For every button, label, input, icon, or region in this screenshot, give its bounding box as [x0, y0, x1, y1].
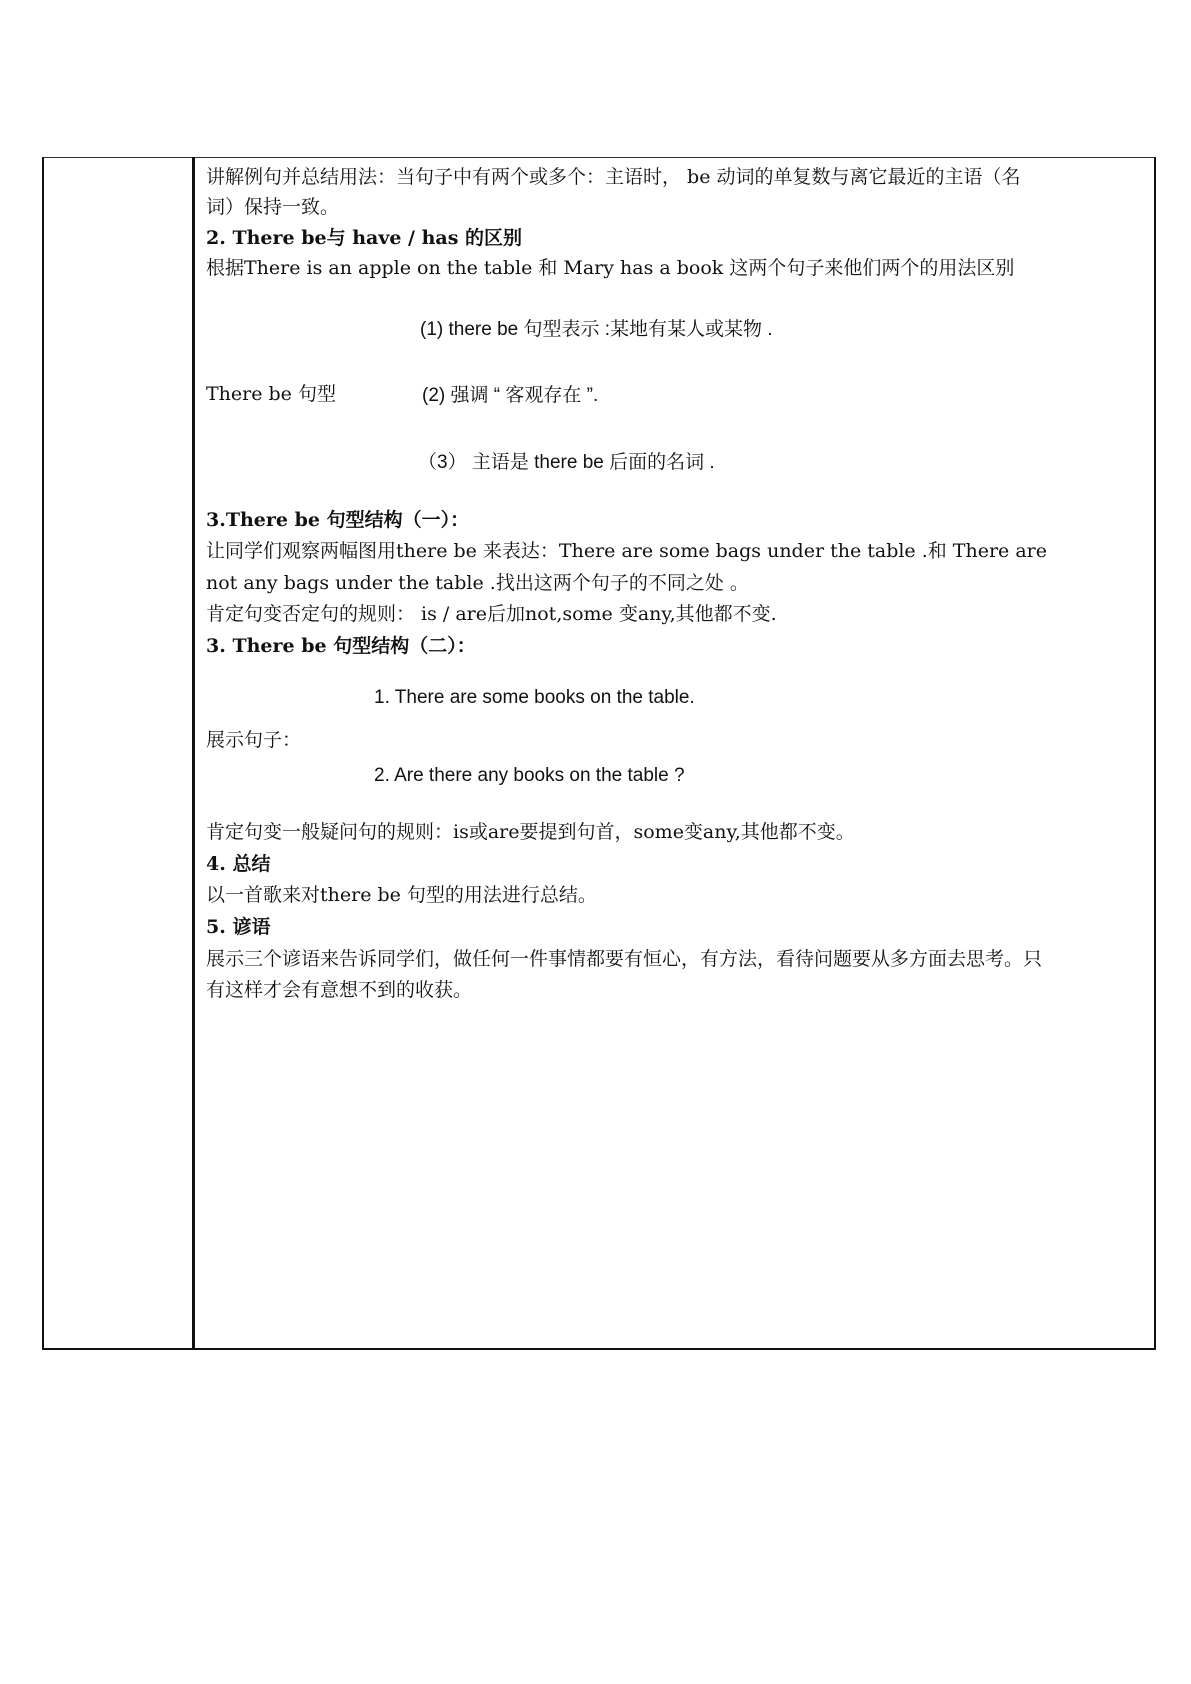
observe-line-2: not any bags under the table .找出这两个句子的不同之处 。	[206, 572, 749, 594]
table-column-divider	[192, 157, 195, 1350]
heading-summary: 4. 总结	[206, 853, 271, 875]
heading-there-be-vs-have: 2. There be与 have / has 的区别	[206, 227, 523, 249]
question-rule-line: 肯定句变一般疑问句的规则：is或are要提到句首，some变any,其他都不变。	[206, 821, 855, 843]
heading-structure-1: 3.There be 句型结构（一）：	[206, 509, 470, 531]
point-3: （3） 主语是 there be 后面的名词 .	[418, 452, 715, 473]
point-1: (1) there be 句型表示 :某地有某人或某物 .	[420, 319, 773, 340]
example-sentence-1: 1. There are some books on the table.	[374, 687, 695, 708]
explain-line-2: 词）保持一致。	[206, 196, 340, 218]
explain-line-1: 讲解例句并总结用法：当句子中有两个或多个：主语时， be 动词的单复数与离它最近的主语（名	[206, 166, 1021, 188]
compare-line: 根据There is an apple on the table 和 Mary has a book 这两个句子来他们两个的用法区别	[206, 257, 1015, 279]
negative-rule-line: 肯定句变否定句的规则： is / are后加not,some 变any,其他都不变.	[206, 603, 777, 625]
proverb-line-2: 有这样才会有意想不到的收获。	[206, 979, 473, 1001]
example-sentence-2: 2. Are there any books on the table ?	[374, 765, 685, 786]
observe-line-1: 让同学们观察两幅图用there be 来表达：There are some bags under the table .和 There are	[206, 540, 1047, 562]
proverb-line-1: 展示三个谚语来告诉同学们，做任何一件事情都要有恒心，有方法，看待问题要从多方面去思考。只	[206, 948, 1043, 970]
show-sentences-label: 展示句子：	[206, 729, 302, 751]
point-2: (2) 强调 “ 客观存在 ”.	[422, 385, 599, 406]
heading-proverb: 5. 谚语	[206, 916, 271, 938]
there-be-label: There be 句型	[206, 383, 336, 405]
heading-structure-2: 3. There be 句型结构（二）：	[206, 635, 476, 657]
summary-line: 以一首歌来对there be 句型的用法进行总结。	[206, 884, 597, 906]
